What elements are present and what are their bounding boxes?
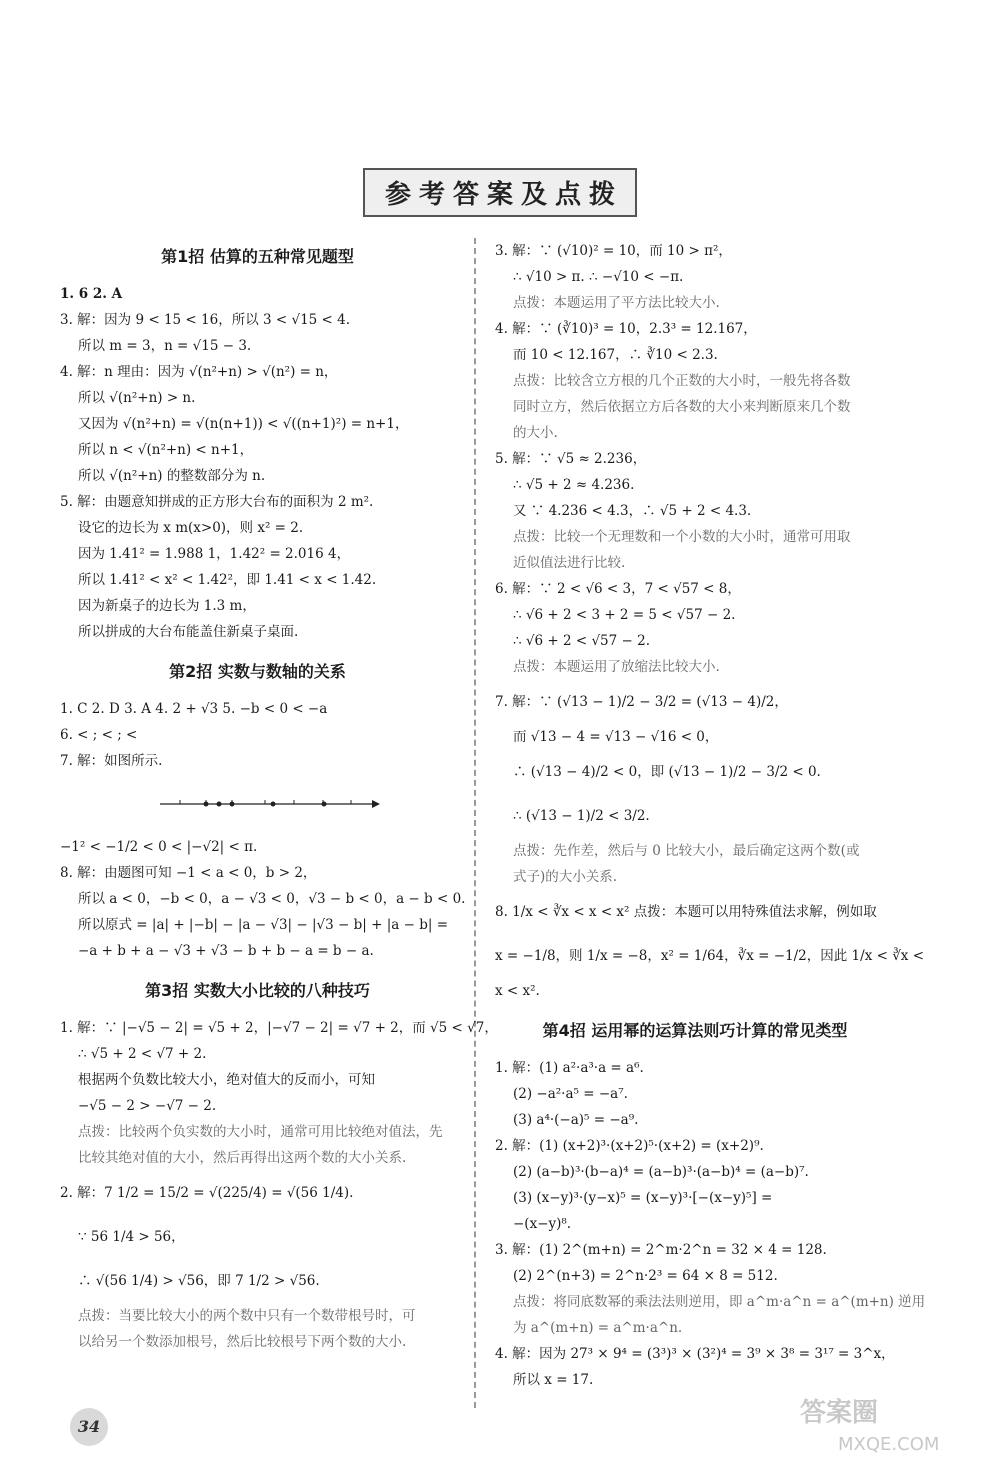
answer-line: ∴ (√13 − 1)/2 < 3/2. [513,808,650,824]
right-column [495,238,926,1393]
answer-line: 因为新桌子的边长为 1.3 m， [78,598,256,614]
answer-line: ∴ √10 > π. ∴ −√10 < −π. [513,269,684,285]
answer-line: 所以拼成的大台布能盖住新桌子桌面. [78,624,299,640]
answer-line: ∴ √5 + 2 ≈ 4.236. [513,477,635,493]
point-marker [271,802,276,807]
tip-line: 点拨：比较一个无理数和一个小数的大小时，通常可用取 [513,529,851,545]
answer-line: x < x². [495,983,540,999]
number-line-svg [60,774,455,834]
answer-line: 3. 解：(1) 2^(m+n) = 2^m·2^n = 32 × 4 = 128. [495,1242,827,1258]
answer-line: 5. 解：∵ √5 ≈ 2.236， [495,451,647,467]
answer-line: ∵ 56 1/4 > 56， [78,1229,185,1245]
tip-line: 的大小. [513,425,558,441]
tip-line: 点拨：当要比较大小的两个数中只有一个数带根号时，可 [78,1308,416,1324]
section-title-1: 第1招 估算的五种常见题型 [161,247,354,266]
answer-line: 4. 解：∵ (∛10)³ = 10，2.3³ = 12.167， [495,321,757,337]
answer-line: 所以原式 = |a| + |−b| − |a − √3| − |√3 − b| + |a − b| = [78,917,449,933]
answer-line: (2) −a²·a⁵ = −a⁷. [513,1086,628,1102]
answer-line: (3) a⁴·(−a)⁵ = −a⁹. [513,1112,639,1128]
answer-line: 所以 1.41² < x² < 1.42²，即 1.41 < x < 1.42. [78,572,377,588]
answer-line: 4. 解：因为 27³ × 9⁴ = (3³)³ × (3²)⁴ = 3⁹ × 3⁸ = 3¹⁷ = 3^x， [495,1346,895,1362]
answer-line: 而 10 < 12.167，∴ ∛10 < 2.3. [513,347,718,363]
answer-line: 8. 解：由题图可知 −1 < a < 0，b > 2， [60,865,317,881]
answer-line: 2. 解：(1) (x+2)³·(x+2)⁵·(x+2) = (x+2)⁹. [495,1138,764,1154]
answer-line: 6. < ; < ; < [60,727,138,743]
answer-line: 1. 6 2. A [60,286,123,302]
tip-line: 以给另一个数添加根号，然后比较根号下两个数的大小. [78,1334,407,1350]
answer-line: 8. 1/x < ∛x < x < x² 点拨：本题可以用特殊值法求解，例如取 [495,904,877,920]
answer-line: 6. 解：∵ 2 < √6 < 3，7 < √57 < 8， [495,581,741,597]
answer-line: 3. 解：∵ (√10)² = 10，而 10 > π²， [495,243,732,259]
answer-line: 所以 n < √(n²+n) < n+1， [78,442,254,458]
point-marker [230,802,235,807]
answer-line: 1. 解：(1) a²·a³·a = a⁶. [495,1060,644,1076]
answer-line: −√5 − 2 > −√7 − 2. [78,1098,217,1114]
answer-line: 所以 √(n²+n) 的整数部分为 n. [78,468,266,484]
tip-line: 近似值法进行比较. [513,555,626,571]
watermark-logo: 答案圈 [800,1398,879,1428]
tip-line: 点拨：比较含立方根的几个正数的大小时，一般先将各数 [513,373,851,389]
answer-line: (2) 2^(n+3) = 2^n·2³ = 64 × 8 = 512. [513,1268,778,1284]
tip-line: 点拨：本题运用了平方法比较大小. [513,295,720,311]
tip-line: 点拨：先作差，然后与 0 比较大小，最后确定这两个数(或 [513,843,860,859]
answer-line: 4. 解：n 理由：因为 √(n²+n) > √(n²) = n， [60,364,338,380]
tip-line: 点拨：比较两个负实数的大小时，通常可用比较绝对值法，先 [78,1124,443,1140]
answer-line: x = −1/8，则 1/x = −8，x² = 1/64，∛x = −1/2，因此 1/x < ∛x < [495,948,925,964]
answer-line: 7. 解：∵ (√13 − 1)/2 − 3/2 = (√13 − 4)/2， [495,694,788,710]
point-marker [204,802,209,807]
answer-line: (2) (a−b)³·(b−a)⁴ = (a−b)³·(a−b)⁴ = (a−b)⁷. [513,1164,809,1180]
answer-line: −(x−y)⁸. [513,1216,572,1232]
arrow-icon [372,800,380,808]
tip-line: 同时立方，然后依据立方后各数的大小来判断原来几个数 [513,399,851,415]
page-number: 34 [70,1408,108,1446]
answer-line: 3. 解：因为 9 < 15 < 16，所以 3 < √15 < 4. [60,312,351,328]
answer-line: 1. C 2. D 3. A 4. 2 + √3 5. −b < 0 < −a [60,701,328,717]
answer-line: ∴ √5 + 2 < √7 + 2. [78,1046,207,1062]
left-column [60,238,498,1355]
answer-line: ∴ √6 + 2 < 3 + 2 = 5 < √57 − 2. [513,607,736,623]
section-title-2: 第2招 实数与数轴的关系 [169,662,346,681]
answer-line: 所以 √(n²+n) > n. [78,390,196,406]
point-marker [217,802,222,807]
answer-line: (3) (x−y)³·(y−x)⁵ = (x−y)³·[−(x−y)⁵] = [513,1190,773,1206]
answer-line: 又因为 √(n²+n) = √(n(n+1)) < √((n+1)²) = n+1， [78,416,409,432]
section-title-4: 第4招 运用幂的运算法则巧计算的常见类型 [542,1021,848,1040]
answer-line: 设它的边长为 x m(x>0)，则 x² = 2. [78,520,304,536]
answer-line: −1² < −1/2 < 0 < |−√2| < π. [60,839,258,855]
tip-line: 为 a^(m+n) = a^m·a^n. [513,1320,683,1336]
section-title-3: 第3招 实数大小比较的八种技巧 [145,981,370,1000]
page-title [0,168,1000,217]
answer-line: 所以 a < 0，−b < 0，a − √3 < 0，√3 − b < 0，a − b < 0. [78,891,466,907]
answer-line: 所以 x = 17. [513,1372,594,1388]
point-marker [322,802,327,807]
answer-line: 2. 解：7 1/2 = 15/2 = √(225/4) = √(56 1/4). [60,1185,354,1201]
answer-line: 又 ∵ 4.236 < 4.3，∴ √5 + 2 < 4.3. [513,503,752,519]
tip-line: 比较其绝对值的大小，然后再得出这两个数的大小关系. [78,1150,407,1166]
section-1-body [60,281,455,645]
tip-line: 式子)的大小关系. [513,869,618,885]
answer-line: 而 √13 − 4 = √13 − √16 < 0， [513,729,719,745]
answer-line: ∴ (√13 − 4)/2 < 0，即 (√13 − 1)/2 − 3/2 < 0. [513,764,821,780]
answer-line: 5. 解：由题意知拼成的正方形大台布的面积为 2 m². [60,494,374,510]
column-divider [474,238,476,1408]
answer-line: 1. 解：∵ |−√5 − 2| = √5 + 2，|−√7 − 2| = √7 + 2，而 √5 < √7， [60,1020,498,1036]
answer-line: 根据两个负数比较大小，绝对值大的反而小，可知 [78,1072,375,1088]
answer-line: 所以 m = 3，n = √15 − 3. [78,338,252,354]
answer-line: 因为 1.41² = 1.988 1，1.42² = 2.016 4， [78,546,351,562]
answer-line: ∴ √(56 1/4) > √56，即 7 1/2 > √56. [78,1273,320,1289]
page-title-text: 参考答案及点拨 [363,168,637,217]
number-line-figure [60,774,455,834]
answer-line: ∴ √6 + 2 < √57 − 2. [513,633,651,649]
answer-line: −a + b + a − √3 + √3 − b + b − a = b − a. [78,943,374,959]
tip-line: 点拨：将同底数幂的乘法法则逆用，即 a^m·a^n = a^(m+n) 逆用 [513,1294,926,1310]
watermark-url: MXQE.COM [838,1434,940,1455]
tip-line: 点拨：本题运用了放缩法比较大小. [513,659,720,675]
answer-line: 7. 解：如图所示. [60,753,163,769]
